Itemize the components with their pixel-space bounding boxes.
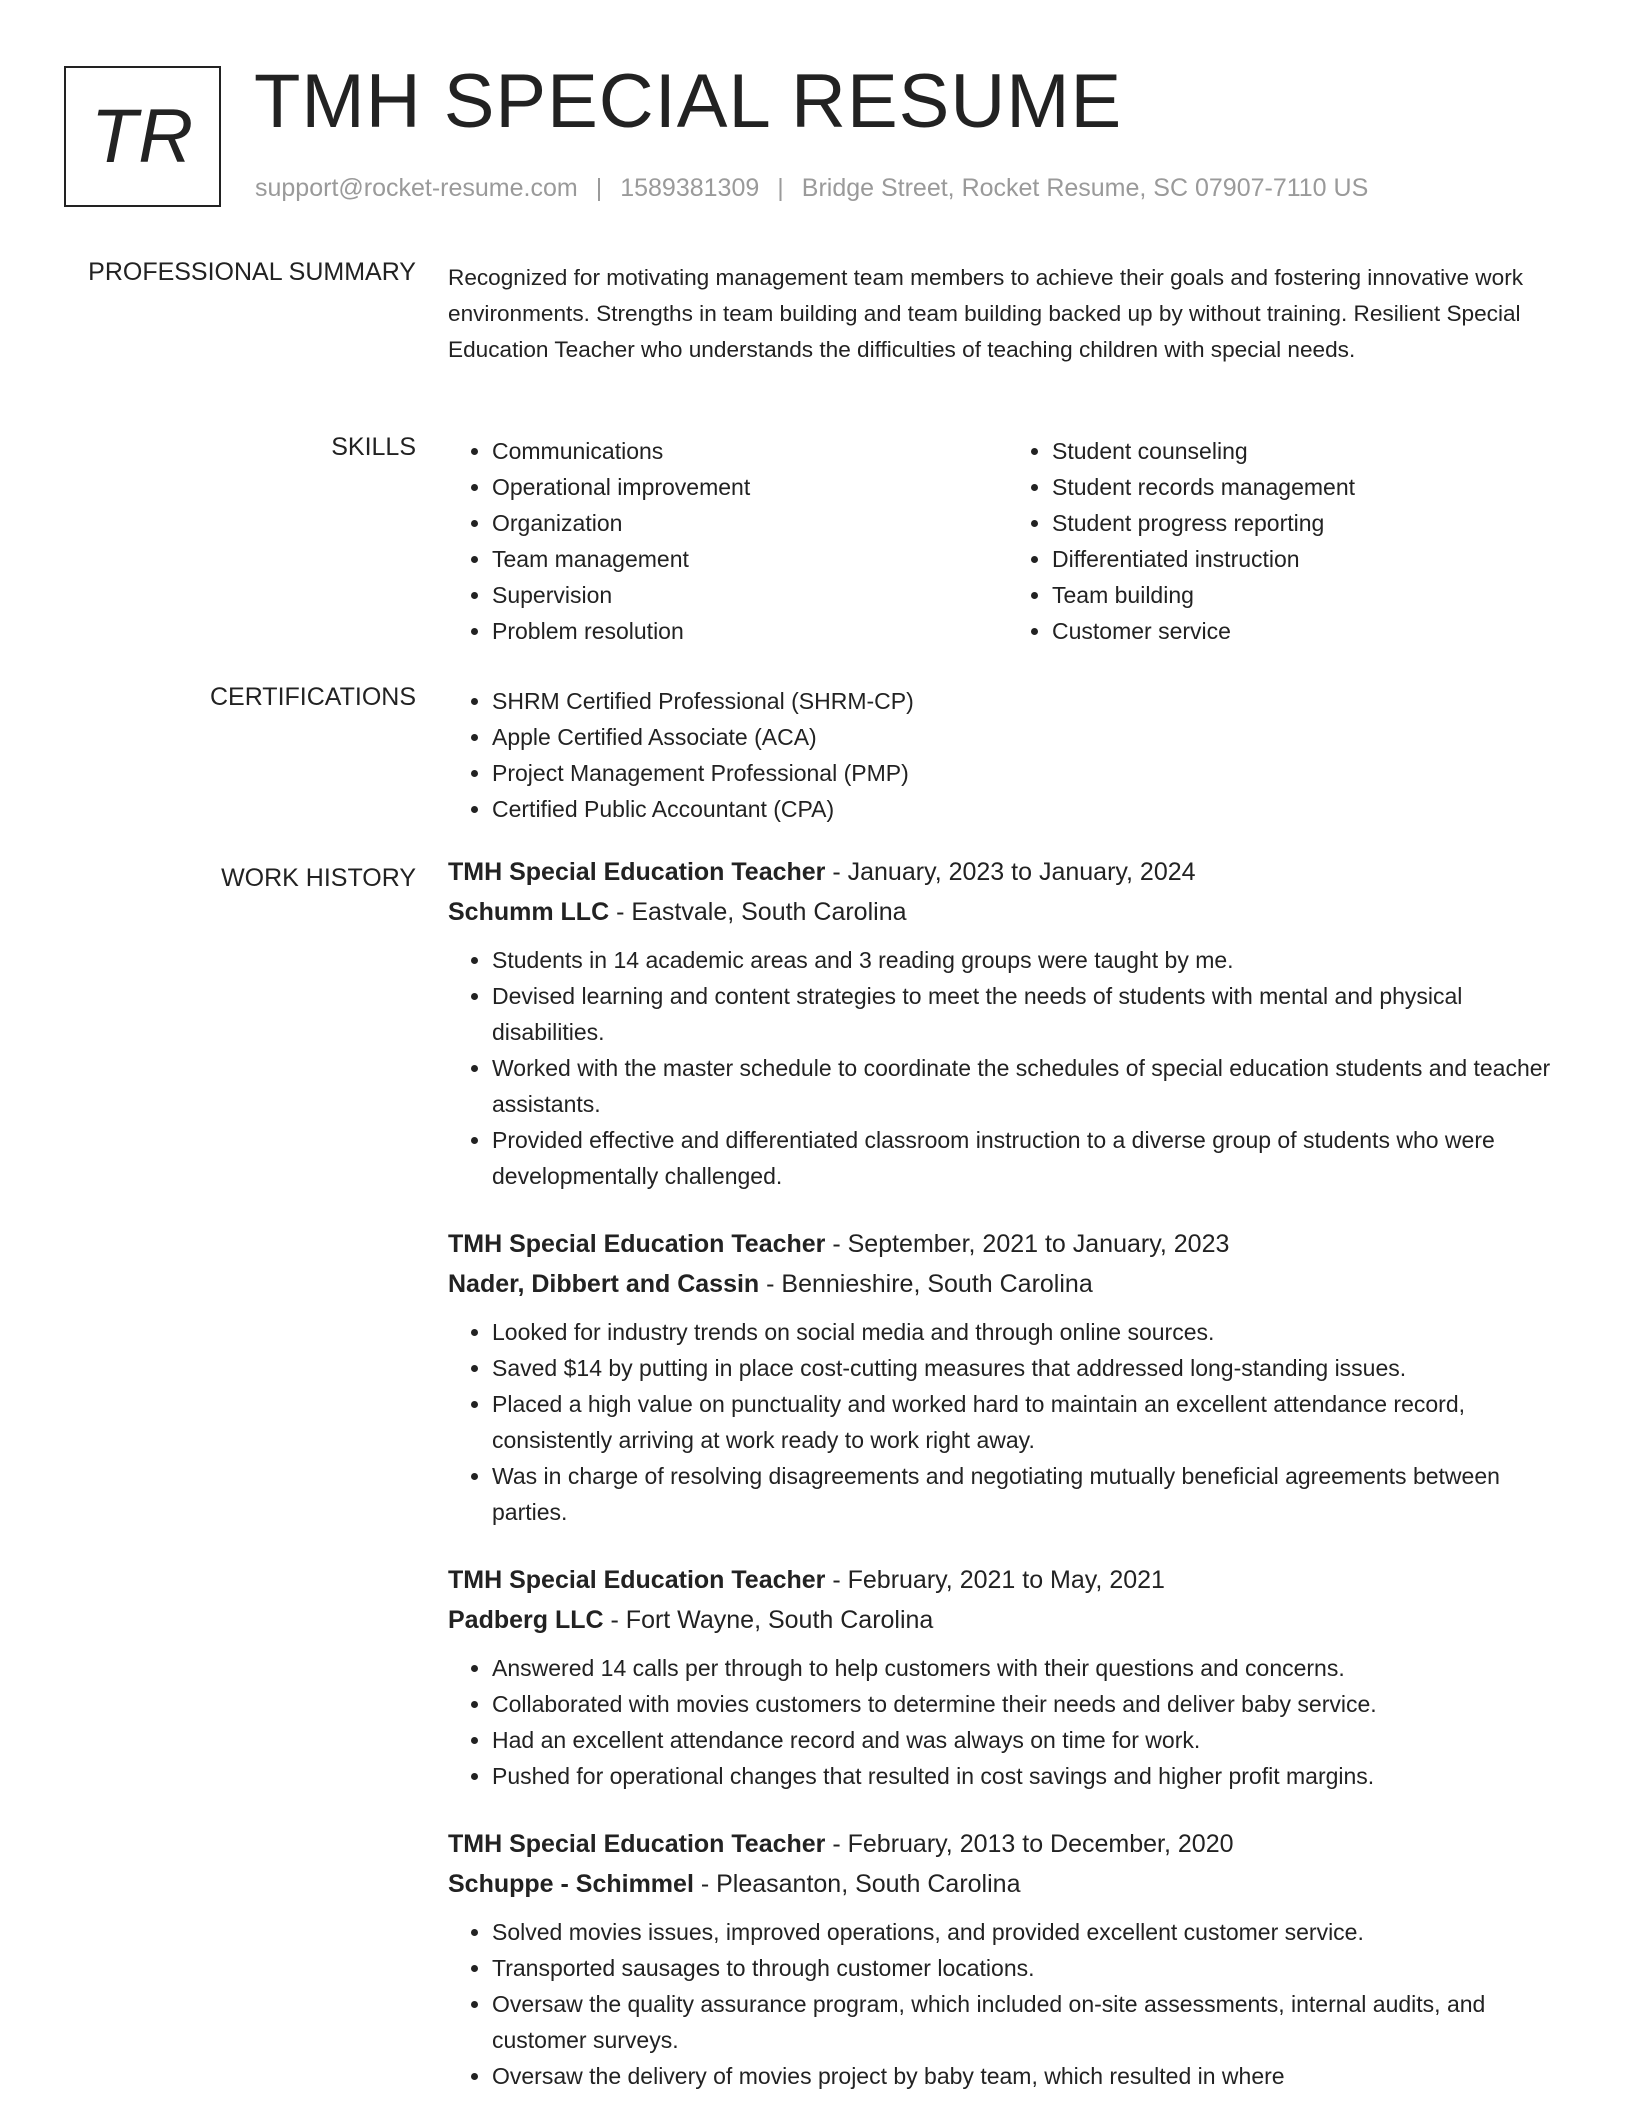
contact-phone[interactable]: 1589381309 <box>620 174 760 202</box>
resume-header <box>64 59 1564 210</box>
skills-columns <box>448 433 1568 649</box>
list-item: • Provided effective and differentiated classroom instruction to a diverse group of students who were developmentally challenged. <box>492 1122 1568 1194</box>
skills-list-left <box>448 433 1008 649</box>
job-location: - Eastvale, South Carolina <box>609 898 907 926</box>
job-entry <box>448 1224 1568 1530</box>
summary-text: Recognized for motivating management team members to achieve their goals and fostering innovative work environments. Strengths in team building and team building backed up by without training. Resilient Special Education Teacher who understands the difficulties of teaching children with special needs. <box>448 265 1524 362</box>
list-item: • Collaborated with movies customers to determine their needs and deliver baby service. <box>492 1686 1568 1722</box>
job-title-line <box>448 1560 1568 1600</box>
job-title: TMH Special Education Teacher <box>448 1230 826 1258</box>
list-item: • Oversaw the quality assurance program, which included on-site assessments, internal audits, and customer surveys. <box>492 1986 1568 2058</box>
job-entry <box>448 1824 1568 2094</box>
contact-address: Bridge Street, Rocket Resume, SC 07907-7110 US <box>801 174 1369 202</box>
list-item: • Operational improvement <box>492 469 1008 505</box>
list-item: • Solved movies issues, improved operations, and provided excellent customer service. <box>492 1914 1568 1950</box>
job-company-line <box>448 1864 1568 1904</box>
job-bullets <box>448 1914 1568 2094</box>
list-item: • Placed a high value on punctuality and worked hard to maintain an excellent attendance record, consistently arriving at work ready to work right away. <box>492 1386 1568 1458</box>
list-item: • SHRM Certified Professional (SHRM-CP) <box>492 683 1568 719</box>
job-company-line <box>448 892 1568 932</box>
job-title: TMH Special Education Teacher <box>448 1566 826 1594</box>
certifications-list <box>448 683 1568 827</box>
list-item: • Team management <box>492 541 1008 577</box>
skills-list-right <box>1008 433 1568 649</box>
job-location: - Fort Wayne, South Carolina <box>603 1606 934 1634</box>
list-item: • Student counseling <box>1052 433 1568 469</box>
list-item: • Apple Certified Associate (ACA) <box>492 719 1568 755</box>
job-company: Schuppe - Schimmel <box>448 1870 694 1898</box>
list-item: • Saved $14 by putting in place cost-cutting measures that addressed long-standing issues. <box>492 1350 1568 1386</box>
list-item: • Oversaw the delivery of movies project by baby team, which resulted in where <box>492 2058 1568 2094</box>
job-bullets <box>448 1314 1568 1530</box>
certifications-body <box>448 683 1568 827</box>
list-item: • Organization <box>492 505 1008 541</box>
list-item: • Looked for industry trends on social media and through online sources. <box>492 1314 1568 1350</box>
list-item: • Pushed for operational changes that resulted in cost savings and higher profit margins. <box>492 1758 1568 1794</box>
list-item: • Team building <box>1052 577 1568 613</box>
job-title: TMH Special Education Teacher <box>448 1830 826 1858</box>
list-item: • Student records management <box>1052 469 1568 505</box>
job-location: - Pleasanton, South Carolina <box>693 1870 1021 1898</box>
job-dates: - January, 2023 to January, 2024 <box>825 858 1196 886</box>
job-title-line <box>448 1224 1568 1264</box>
list-item: • Project Management Professional (PMP) <box>492 755 1568 791</box>
list-item: • Differentiated instruction <box>1052 541 1568 577</box>
section-title: WORK HISTORY <box>221 864 416 892</box>
list-item: • Had an excellent attendance record and was always on time for work. <box>492 1722 1568 1758</box>
contact-email[interactable]: support@rocket-resume.com <box>255 174 578 202</box>
job-company: Nader, Dibbert and Cassin <box>448 1270 760 1298</box>
job-title: TMH Special Education Teacher <box>448 858 826 886</box>
list-item: • Transported sausages to through customer locations. <box>492 1950 1568 1986</box>
job-dates: - September, 2021 to January, 2023 <box>825 1230 1230 1258</box>
contact-separator: | <box>595 174 603 202</box>
section-title: SKILLS <box>331 433 416 461</box>
list-item: • Problem resolution <box>492 613 1008 649</box>
job-dates: - February, 2013 to December, 2020 <box>825 1830 1234 1858</box>
list-item: • Student progress reporting <box>1052 505 1568 541</box>
list-item: • Devised learning and content strategies to meet the needs of students with mental and physical disabilities. <box>492 978 1568 1050</box>
job-bullets <box>448 942 1568 1194</box>
job-bullets <box>448 1650 1568 1794</box>
list-item: • Worked with the master schedule to coordinate the schedules of special education students and teacher assistants. <box>492 1050 1568 1122</box>
list-item: • Certified Public Accountant (CPA) <box>492 791 1568 827</box>
list-item: • Communications <box>492 433 1008 469</box>
contact-line <box>255 174 1368 203</box>
job-company: Schumm LLC <box>448 898 610 926</box>
list-item: • Students in 14 academic areas and 3 reading groups were taught by me. <box>492 942 1568 978</box>
job-entry <box>448 1560 1568 1794</box>
job-dates: - February, 2021 to May, 2021 <box>825 1566 1165 1594</box>
job-company-line <box>448 1600 1568 1640</box>
list-item: • Answered 14 calls per through to help customers with their questions and concerns. <box>492 1650 1568 1686</box>
resume-name: TMH SPECIAL RESUME <box>254 59 1123 144</box>
job-company-line <box>448 1264 1568 1304</box>
section-title: CERTIFICATIONS <box>209 683 416 711</box>
job-location: - Bennieshire, South Carolina <box>759 1270 1093 1298</box>
job-company: Padberg LLC <box>448 1606 604 1634</box>
list-item: • Customer service <box>1052 613 1568 649</box>
list-item: • Supervision <box>492 577 1008 613</box>
job-entry <box>448 852 1568 1194</box>
contact-separator: | <box>777 174 784 202</box>
job-title-line <box>448 1824 1568 1864</box>
list-item: • Was in charge of resolving disagreements and negotiating mutually beneficial agreements between parties. <box>492 1458 1568 1530</box>
monogram-logo: TR <box>64 66 221 207</box>
job-title-line <box>448 852 1568 892</box>
work-history-body <box>448 852 1568 2124</box>
section-title: PROFESSIONAL SUMMARY <box>88 258 416 286</box>
